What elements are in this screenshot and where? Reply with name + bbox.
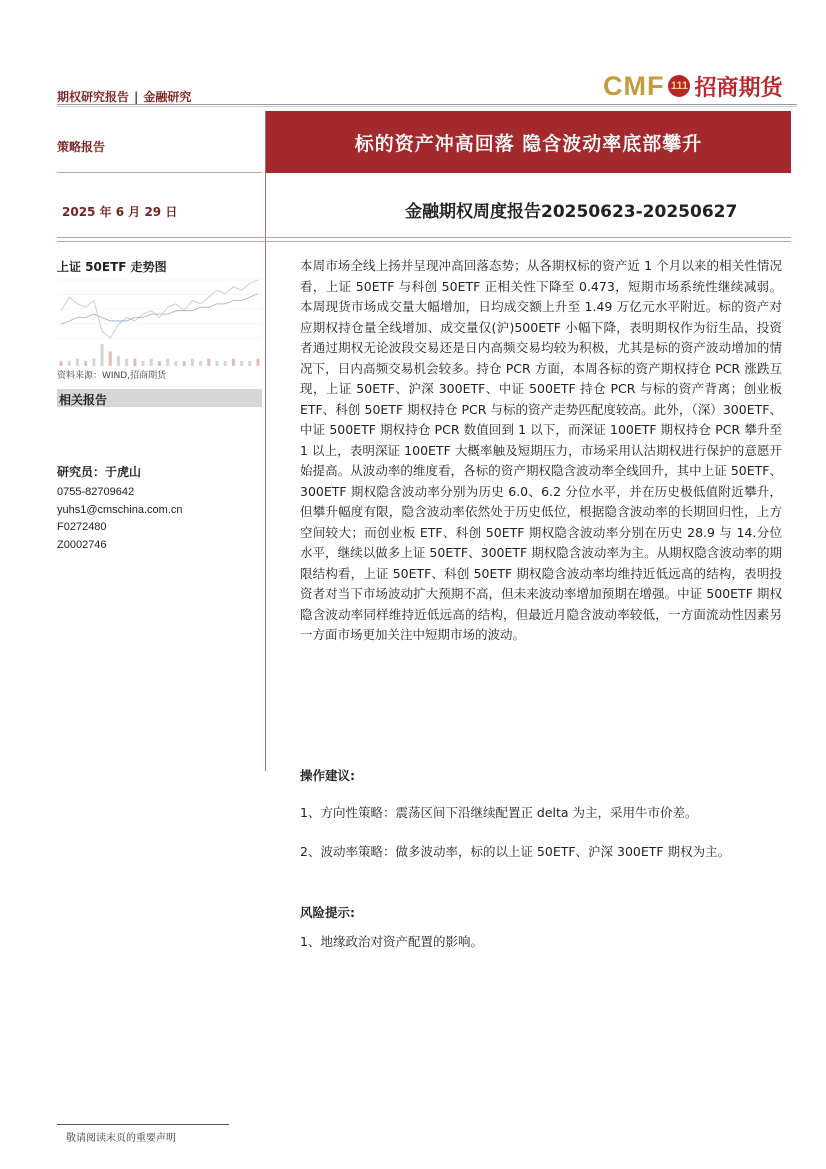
chart-volume-bar xyxy=(199,361,202,366)
chart-volume-bar xyxy=(224,361,227,366)
chart-volume-bar xyxy=(191,359,194,366)
logo-latin: CMF xyxy=(603,70,665,101)
chart-volume-bar xyxy=(232,359,235,366)
chart-volume-bar xyxy=(150,359,153,366)
analyst-license-z: Z0002746 xyxy=(57,539,107,551)
trend-chart-svg xyxy=(57,276,262,368)
logo-seal-icon: 111 xyxy=(668,75,690,97)
chart-volume-bar xyxy=(92,359,95,366)
header-divider-secondary xyxy=(57,106,797,107)
analyst-phone: 0755-82709642 xyxy=(57,486,135,498)
chart-source: 资料来源：WIND,招商期货 xyxy=(57,371,167,381)
breadcrumb xyxy=(57,88,191,105)
chart-volume-bar xyxy=(207,359,210,366)
etf-trend-chart xyxy=(57,276,262,368)
footer-note: 敬请阅读末页的重要声明 xyxy=(66,1133,176,1144)
report-title: 标的资产冲高回落 隐含波动率底部攀升 xyxy=(354,132,703,155)
operation-item: 2、波动率策略：做多波动率，标的以上证 50ETF、沪深 300ETF 期权为主。 xyxy=(300,844,731,859)
chart-volume-bar xyxy=(68,361,71,366)
chart-volume-bar xyxy=(133,359,136,366)
chart-volume-bar xyxy=(174,361,177,366)
section-label: 金融研究 xyxy=(143,90,192,104)
title-divider xyxy=(57,237,791,238)
risk-item: 1、地缘政治对资产配置的影响。 xyxy=(300,934,483,949)
chart-volume-bar xyxy=(101,344,104,366)
column-divider xyxy=(265,111,266,771)
chart-title: 上证 50ETF 走势图 xyxy=(57,260,167,274)
analyst-email[interactable]: yuhs1@cmschina.com.cn xyxy=(57,504,183,516)
chart-volume-bar xyxy=(240,361,243,366)
title-divider-secondary xyxy=(57,241,791,242)
chart-volume-bar xyxy=(183,361,186,366)
header-divider xyxy=(57,104,797,105)
related-reports-bar xyxy=(57,389,262,407)
operation-heading: 操作建议: xyxy=(300,768,355,783)
chart-volume-bar xyxy=(248,361,251,366)
chart-volume-bar xyxy=(166,359,169,366)
summary-paragraph: 本周市场全线上扬并呈现冲高回落态势；从各期权标的资产近 1 个月以来的相关性情况看，上证 50ETF 与科创 50ETF 正相关性下降至 0.473，短期市场系统性继续减弱。本周现货市场成交量大幅增加，日均成交额上升至 1.49 万亿元水平附近。标的资产对应期权持仓量全线增加、成交量仅(沪)500ETF 小幅下降，表明期权作为衍生品，投资者通过期权无论波段交易还是日内高频交易均较为积极，尤其是标的资产波动增加的情况下，日内高频交易机会较多。持仓 PCR 方面，本周各标的资产期权持仓 PCR 涨跌互现，上证 50ETF、沪深 300ETF、中证 500ETF 持仓 PCR 与标的资产背离；创业板 ETF、科创 50ETF 期权持仓 PCR 与标的资产走势匹配度较高。此外，（深）300ETF、中证 500ETF 期权持仓 PCR 数值回到 1 以下，而深证 100ETF 期权持仓 PCR 攀升至 1 以上，表明深证 100ETF 大概率触及短期压力，市场采用认沽期权进行保护的意愿开始提高。从波动率的维度看，各标的资产期权隐含波动率全线回升，其中上证 50ETF、300ETF 期权隐含波动率分别为历史 6.0、6.2 分位水平，并在历史极低值附近攀升，但攀升幅度有限，隐含波动率依然处于历史低位，根据隐含波动率的长期回归性，上方空间较大；而创业板 ETF、科创 50ETF 期权隐含波动率分别在历史 28.9 与 14.分位水平，继续以做多上证 50ETF、300ETF 期权隐含波动率为主。从期权隐含波动率的期限结构看，上证 50ETF、科创 50ETF 期权隐含波动率均维持近低远高的结构，表明投资者对当下市场波动扩大预期不高，但未来波动率增加预期在增强。中证 500ETF 期权隐含波动率同样维持近低远高的结构，但最近月隐含波动率较低，一方面流动性因素另一方面市场更加关注中短期市场的波动。 xyxy=(300,258,782,642)
chart-volume-bar xyxy=(76,359,79,366)
footer-divider xyxy=(57,1124,229,1125)
title-banner xyxy=(266,111,791,173)
chart-volume-bar xyxy=(109,351,112,366)
chart-volume-bar xyxy=(142,361,145,366)
analyst-name: 研究员：于虎山 xyxy=(57,465,142,479)
chart-volume-bar xyxy=(84,361,87,366)
chart-volume-bar xyxy=(257,359,260,366)
chart-volume-bar xyxy=(117,356,120,366)
related-reports-label: 相关报告 xyxy=(59,393,108,407)
chart-volume-bar xyxy=(125,359,128,366)
logo-chinese: 招商期货 xyxy=(694,75,783,101)
sidebar-divider xyxy=(57,172,262,173)
chart-volume-bar xyxy=(215,361,218,366)
analyst-license-f: F0272480 xyxy=(57,521,107,533)
company-logo xyxy=(603,70,783,102)
chart-volume-bar xyxy=(60,361,63,366)
risk-heading: 风险提示: xyxy=(300,905,355,920)
report-category: 策略报告 xyxy=(57,140,106,154)
report-subtitle: 金融期权周度报告20250623-20250627 xyxy=(405,202,738,222)
breadcrumb-separator: | xyxy=(134,90,139,104)
chart-volume-bar xyxy=(158,361,161,366)
report-date: 2025 年 6 月 29 日 xyxy=(62,205,178,219)
operation-item: 1、方向性策略：震荡区间下沿继续配置正 delta 为主，采用牛市价差。 xyxy=(300,805,698,820)
report-type: 期权研究报告 xyxy=(57,90,130,104)
